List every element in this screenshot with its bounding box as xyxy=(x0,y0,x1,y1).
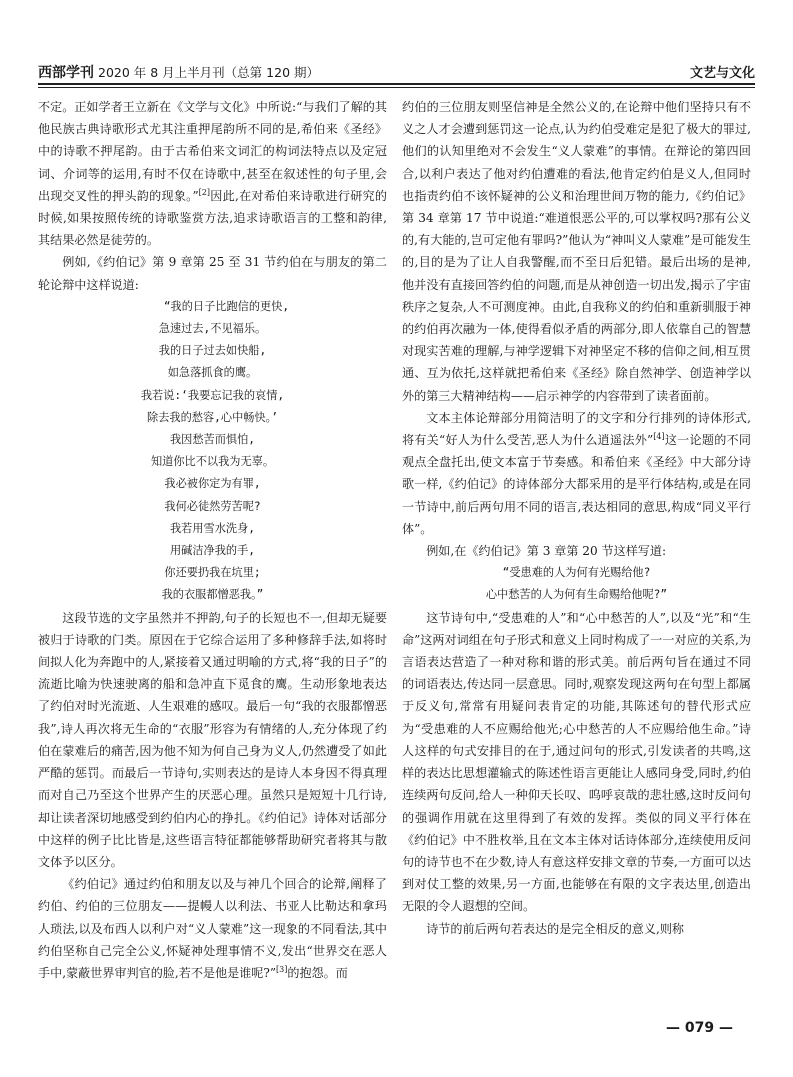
poem-line: “我的日子比跑信的更快, xyxy=(163,299,290,313)
poem-line: 我因愁苦而惧怕, xyxy=(169,433,256,447)
citation: [2] xyxy=(198,187,211,197)
poem-line: 知道你比不以我为无辜。 xyxy=(150,455,275,469)
paragraph: 《约伯记》通过约伯和朋友以及与神几个回合的论辩,阐释了约伯、约伯的三位朋友——提幔人以利法、书亚人比勒达和拿玛人琐法,以及布西人以利户对“义人蒙难”这一现象的不同看法,其中约伯坚称自己完全公义,怀疑神处理事情不义,发出“世界交在恶人手中,蒙蔽世界审判官的脸,若不是他是谁呢?”[3]的抱怨。而 xyxy=(38,877,387,980)
header-rule-thin xyxy=(38,87,755,88)
paragraph: 例如,在《约伯记》第 3 章第 20 节这样写道: xyxy=(426,544,667,559)
poem-line: 你还要扔我在坑里; xyxy=(164,566,261,580)
issue-label: 2020 年 8 月上半月刊（总第 120 期） xyxy=(98,65,319,80)
citation: [4] xyxy=(653,432,665,442)
page-number: — 079 — xyxy=(666,1020,733,1036)
poem-line: “受患难的人为何有光赐给他? xyxy=(502,566,651,580)
paragraph: 约伯的三位朋友则坚信神是全然公义的,在论辩中他们坚持只有不义之人才会遭到惩罚这一论点,认为约伯受难定是犯了极大的罪过,他们的认知里绝对不会发生“义人蒙难”的事情。在辩论的第四回合,以利户表达了他对约伯遭难的看法,他肯定约伯是义人,但同时也指责约伯不该怀疑神的公义和治理世间万物的能力,《约伯记》第 34 章第 17 节中说道:“难道恨恶公平的,可以掌权吗?那有公义的,有大能的,岂可定他有罪吗?”他认为“神叫义人蒙难”是可能发生的,目的是为了让人自我警醒,而不至日后犯错。最后出场的是神,他并没有直接回答约伯的问题,而是从神创造一切出发,揭示了宇宙秩序之复杂,人不可测度神。由此,自我称义的约伯和重新驯服于神的约伯再次融为一体,使得看似矛盾的两部分,即人依靠自己的智慧对现实苦难的理解,与神学逻辑下对神坚定不移的信仰之间,相互贯通、互为依托,这样就把希伯来《圣经》除自然神学、创造神学以外的第三大精神结构——启示神学的内容带到了读者面前。 xyxy=(402,100,751,403)
poem-line: 我的日子过去如快船, xyxy=(158,344,267,358)
poem-line: 我必被你定为有罪, xyxy=(164,477,261,491)
paragraph: 不定。正如学者王立新在《文学与文化》中所说:“与我们了解的其他民族古典诗歌形式尤其注重押尾韵所不同的是,希伯来《圣经》中的诗歌不押尾韵。由于古希伯来文词汇的构词法特点以及定冠词、介词等的运用,有时不仅在诗歌中,甚至在叙述性的句子里,会出现交叉性的押头韵的现象。”[2]因此,在对希伯来诗歌进行研究的时候,如果按照传统的诗歌鉴赏方法,追求诗歌语言的工整和韵律,其结果必然是徒劳的。 xyxy=(38,100,387,248)
poem-line: 我的衣服都憎恶我。” xyxy=(161,588,264,602)
journal-issue xyxy=(38,62,319,82)
section-title: 文艺与文化 xyxy=(689,66,755,81)
paragraph: 例如,《约伯记》第 9 章第 25 至 31 节约伯在与朋友的第二轮论辩中这样说道: xyxy=(38,255,387,292)
poem-line: 我若说:‘我要忘记我的哀情, xyxy=(140,388,285,402)
poem-line: 如急落抓食的鹰。 xyxy=(167,366,258,380)
poem-line: 我若用雪水洗身, xyxy=(169,521,256,535)
poem-line: 除去我的愁容,心中畅快。’ xyxy=(147,410,278,424)
left-column xyxy=(38,96,387,984)
poem-block xyxy=(402,562,751,606)
poem-line: 急速过去,不见福乐。 xyxy=(158,322,267,336)
paragraph: 文本主体论辩部分用简洁明了的文字和分行排列的诗体形式,将有关“好人为什么受苦,恶人为什么逍遥法外”[4]这一论题的不同观点全盘托出,使文本富于节奏感。和希伯来《圣经》中大部分诗歌一样,《约伯记》的诗体部分大都采用的是平行体结构,或是在同一节诗中,前后两句用不同的语言,表达相同的意思,构成“同义平行体”。 xyxy=(402,410,751,536)
paragraph: 这段节选的文字虽然并不押韵,句子的长短也不一,但却无疑要被归于诗歌的门类。原因在于它综合运用了多种修辞手法,如将时间拟人化为奔跑中的人,紧接着又通过明喻的方式,将“我的日子”的流逝比喻为快速驶离的船和急冲直下觅食的鹰。生动形象地表达了约伯对时光流逝、人生艰难的感叹。最后一句“我的衣服都憎恶我”,诗人再次将无生命的“衣服”形容为有情绪的人,充分体现了约伯在蒙难后的痛苦,因为他不知为何自己身为义人,仍然遭受了如此严酷的惩罚。而最后一节诗句,实则表达的是诗人本身因不得真理而对自己乃至这个世界产生的厌恶心理。虽然只是短短十几行诗,却让读者深切地感受到约伯内心的挣扎。《约伯记》诗体对话部分中这样的例子比比皆是,这些语言特征都能够帮助研究者将其与散文体予以区分。 xyxy=(38,610,387,869)
journal-name: 西部学刊 xyxy=(38,65,94,81)
poem-line: 用碱洁净我的手, xyxy=(169,544,256,558)
right-column xyxy=(402,96,751,940)
paragraph: 诗节的前后两句若表达的是完全相反的意义,则称 xyxy=(426,921,685,936)
page-header xyxy=(38,60,755,82)
poem-line: 心中愁苦的人为何有生命赐给他呢?” xyxy=(485,588,668,602)
header-rule xyxy=(38,83,755,85)
poem-block xyxy=(38,296,387,607)
citation: [3] xyxy=(276,964,288,974)
poem-line: 我何必徒然劳苦呢? xyxy=(164,499,261,513)
paragraph: 这节诗句中,“受患难的人”和“心中愁苦的人”,以及“光”和“生命”这两对词组在句子形式和意义上同时构成了一一对应的关系,为言语表达营造了一种对称和谐的形式美。前后两句旨在通过不同的词语表达,传达同一层意思。同时,观察发现这两句在句型上都属于反义句,常常有用疑问表肯定的功能,其陈述句的替代形式应为“受患难的人不应赐给他光;心中愁苦的人不应赐给他生命。”诗人这样的句式安排目的在于,通过问句的形式,引发读者的共鸣,这样的表达比思想灌输式的陈述性语言更能让人感同身受,同时,约伯连续两句反问,给人一种仰天长叹、呜呼哀哉的悲壮感,这时反问句的强调作用就在这里得到了有效的发挥。类似的同义平行体在《约伯记》中不胜枚举,且在文本主体对话诗体部分,连续使用反问句的诗节也不在少数,诗人有意这样安排文章的节奏,一方面可以达到对仗工整的效果,另一方面,也能够在有限的文字表达里,创造出无限的令人遐想的空间。 xyxy=(402,610,751,914)
